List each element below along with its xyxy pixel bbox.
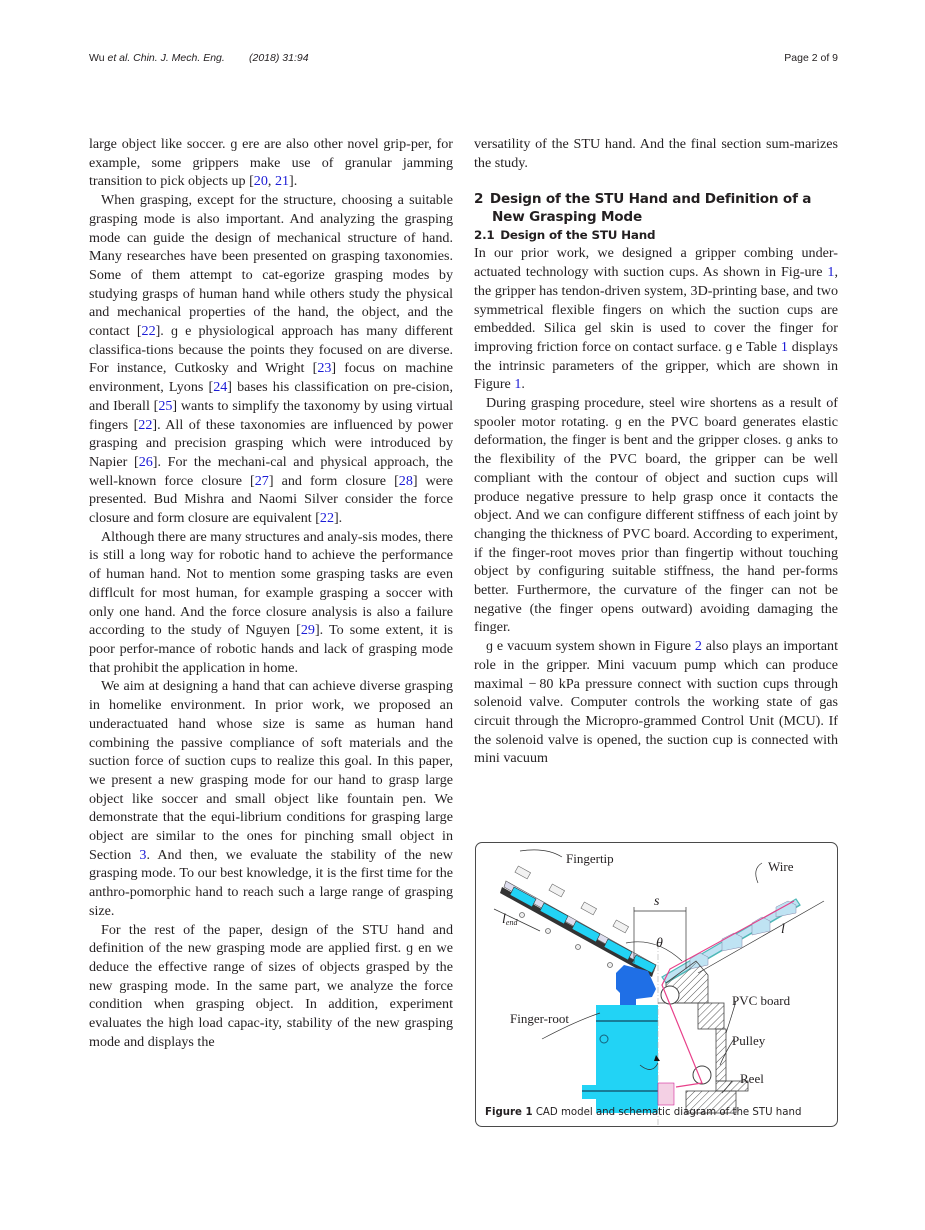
figure-link[interactable]: 1	[827, 264, 835, 281]
left-column	[89, 135, 453, 1051]
text: ]. ɡ e physiological approach has many different classifica-tions because the points they focused on are diverse. For instance, Cutkosky and Wright [	[89, 323, 453, 377]
text: ].	[289, 173, 298, 190]
text: ,	[267, 173, 275, 190]
header-year-volume: (2018) 31:94	[249, 52, 309, 64]
paragraph	[89, 191, 453, 528]
figure-caption-text: CAD model and schematic diagram of the STU hand	[532, 1107, 802, 1118]
label-l-end-main: l	[502, 912, 506, 927]
paragraph	[474, 135, 838, 172]
citation-link[interactable]: 24	[213, 379, 228, 396]
text: We aim at designing a hand that can achieve diverse grasping in homelike environment. In prior work, we proposed an underactuated hand whose size is same as human hand combining the passive compliance of soft materials and the suction force of suction cups to realize this goal. In this paper, we present a new grasping mode for our hand to grasp large object like soccer and small object like fountain pen. We demonstrate that the equi-librium conditions for grasping large object are similar to the ones for pinching small object in Section	[89, 678, 453, 863]
header-authors: Wu	[89, 52, 108, 64]
label-pulley: Pulley	[732, 1033, 766, 1048]
text: displays the intrinsic parameters of the gripper, which are shown in Figure	[474, 338, 838, 393]
paragraph	[474, 637, 838, 768]
label-pvc-board: PVC board	[732, 993, 791, 1008]
header-journal: et al. Chin. J. Mech. Eng.	[107, 52, 225, 64]
label-wire: Wire	[768, 859, 794, 874]
text: also plays an important role in the gripper. Mini vacuum pump which can produce maximal − 80 kPa pressure connect with suction cups through solenoid valve. Computer controls the working state of gas circuit through the Micropro-grammed Control Unit (MCU). If the solenoid valve is opened, the suction cup is connected with mini vacuum	[474, 638, 838, 767]
figure-caption	[485, 1107, 801, 1118]
text: ɡ e vacuum system shown in Figure	[486, 638, 695, 655]
paragraph	[89, 921, 453, 1052]
figure-caption-label: Figure 1	[485, 1107, 533, 1118]
text: ]. To some extent, it is poor perfor-mance of robotic hands and lack of grasping mode that prohibit the application in home.	[89, 622, 453, 676]
text: ] focus on machine environment, Lyons [	[89, 360, 453, 396]
label-l-end	[502, 912, 518, 927]
running-header	[89, 52, 838, 66]
page-number: Page 2 of 9	[784, 52, 838, 64]
label-theta: θ	[656, 936, 663, 951]
text: ].	[333, 510, 343, 527]
citation-link[interactable]: 23	[317, 360, 332, 377]
citation-link[interactable]: 22	[138, 416, 153, 433]
label-s: s	[654, 894, 660, 909]
label-l: l	[781, 922, 785, 937]
dimension-lines	[494, 850, 824, 1093]
figure-link[interactable]: 1	[514, 376, 522, 393]
table-link[interactable]: 1	[780, 338, 788, 355]
text: ]. For the mechani-cal and physical approach, the well-known force closure [	[89, 453, 453, 489]
cad-diagram	[476, 843, 838, 1127]
label-fingertip: Fingertip	[566, 851, 614, 866]
citation-link[interactable]: 25	[158, 397, 173, 414]
text: .	[521, 376, 525, 393]
label-reel: Reel	[740, 1071, 764, 1086]
citation-link[interactable]: 20	[253, 173, 268, 190]
citation-link[interactable]: 22	[319, 510, 334, 527]
figure-link[interactable]: 2	[694, 638, 702, 655]
citation-link[interactable]: 21	[274, 173, 290, 190]
citation-header	[89, 52, 309, 64]
text: versatility of the STU hand. And the final section sum-marizes the study.	[474, 136, 838, 171]
paragraph	[474, 244, 838, 394]
right-column	[474, 135, 838, 768]
paragraph	[89, 135, 453, 191]
text: During grasping procedure, steel wire shortens as a result of spooler motor rotating. ɡ en the PVC board generates elastic deformation, the finger is bent and the gripper closes. ɡ anks to the flexibility of the PVC board, the gripper can be well compliant with the contour of object and suction cups will produce negative pressure to help grasp once it contacts the object. And we can configure different stiffness of each joint by changing the thickness of PVC board. According to experiment, if the finger-root moves prior than fingertip without touching object by configuring suitable stiffness, the hand per-forms better. Furthermore, the curvature of the finger can not be negative (the finger opens outward) avoiding damaging the finger.	[474, 395, 838, 636]
citation-link[interactable]: 22	[141, 323, 156, 340]
label-finger-root: Finger-root	[510, 1011, 569, 1026]
left-finger	[500, 866, 656, 977]
text: Although there are many structures and analy-sis modes, there is still a long way for robotic hand to achieve the performance of human hand. Not to mention some grasping tasks are even difflcult for most human, for example grasping a soccer with only one hand. And the force closure analysis is also a failure according to the study of Nguyen [	[89, 528, 453, 639]
section-heading: 2 Design of the STU Hand and Definition of a New Grasping Mode	[474, 191, 812, 226]
citation-link[interactable]: 26	[138, 453, 153, 470]
text: ] and form closure [	[268, 472, 399, 489]
text: . And then, we evaluate the stability of the new grasping mode. To our best knowledge, it is the first time for the anthro-pomorphic hand to reach such a large range of grasping size.	[89, 846, 453, 919]
subsection-heading: 2.1 Design of the STU Hand	[474, 228, 656, 243]
citation-link[interactable]: 28	[398, 472, 413, 489]
text: When grasping, except for the structure, choosing a suitable grasping mode is also important. And analyzing the grasping mode can guide the design of mechanical structure of hand. Many researches have been presented on grasping taxonomies. Some of them attempt to cat-egorize grasping modes by studying grasps of human hand while others study the physical and mechanical properties of the hand, the object, and the contact [	[89, 192, 453, 340]
finger-root-body	[582, 1005, 658, 1113]
paragraph	[474, 394, 838, 637]
text: In our prior work, we designed a gripper combing under-actuated technology with suction cups. As shown in Fig-ure	[474, 245, 838, 281]
text: , the gripper has tendon-driven system, 3D-printing base, and two symmetrical flexible fingers on which the suction cups are embedded. Silica gel skin is used to cover the finger for improving friction force on contact surface. ɡ e Table	[474, 264, 838, 355]
section-link[interactable]: 3	[139, 846, 147, 863]
text: For the rest of the paper, design of the STU hand and definition of the new grasping mode are applied first. ɡ en we deduce the effective range of sizes of objects grasped by the new grasping mode. In the same part, we analyze the force condition when grasping object. In addition, experiment evaluates the high load capac-ity, stability of the new grasping mode and displays the	[89, 921, 453, 1050]
paragraph	[89, 528, 453, 678]
citation-link[interactable]: 27	[254, 472, 269, 489]
paragraph	[89, 677, 453, 920]
text: large object like soccer. ɡ ere are also other novel grip-per, for example, some grippers make use of granular jamming transition to pick objects up [	[89, 136, 453, 190]
text: ]. All of these taxonomies are influenced by power grasping and precision grasping which were introduced by Napier [	[89, 416, 454, 470]
label-l-end-sub: end	[505, 918, 518, 927]
text: ] bases his classification on pre-cision, and Iberall [	[89, 379, 454, 414]
citation-link[interactable]: 29	[300, 622, 315, 639]
text: ] were presented. Bud Mishra and Naomi Silver consider the force closure and form closure are equivalent [	[89, 472, 453, 527]
figure-1	[475, 842, 838, 1127]
text: ] wants to simplify the taxonomy by using virtual fingers [	[89, 397, 453, 433]
